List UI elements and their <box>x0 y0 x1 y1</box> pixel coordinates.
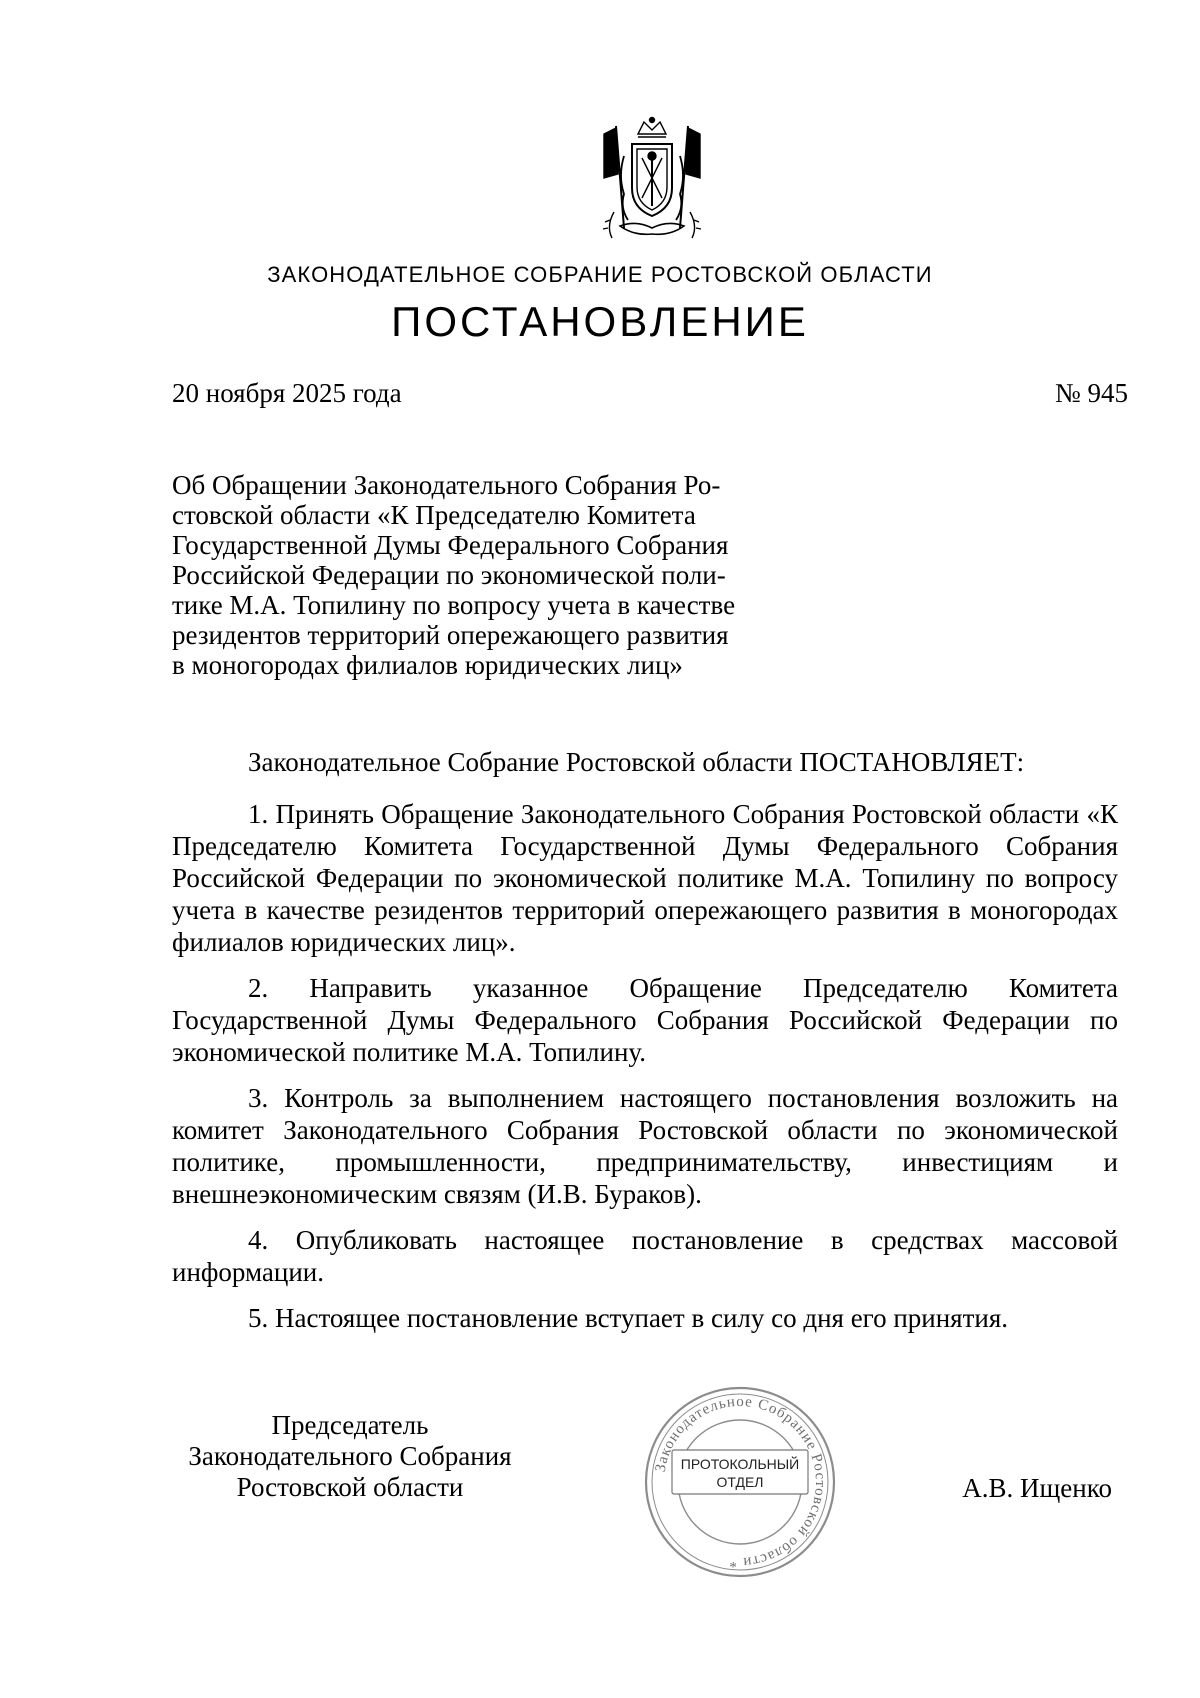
subject-line: в моногородах филиалов юридических лиц» <box>172 650 683 680</box>
resolution-item: 4. Опубликовать настоящее постановление в средствах массовой информации. <box>172 1225 1118 1287</box>
subject-line: Государственной Думы Федерального Собрания <box>172 530 729 560</box>
stamp-inner-line: ОТДЕЛ <box>716 1474 764 1490</box>
resolution-body <box>172 746 1118 1348</box>
stamp-inner-label <box>672 1455 808 1491</box>
stamp-ring-text: Законодательное Собрание Ростовской области * <box>652 1393 829 1571</box>
resolution-preamble: Законодательное Собрание Ростовской области ПОСТАНОВЛЯЕТ: <box>248 747 1025 777</box>
resolution-item: 1. Принять Обращение Законодательного Собрания Ростовской области «К Председателю Комитета Государственной Думы Федерального Собрания Российской Федерации по экономической политике М.А. Топилину по вопросу учета в качестве резидентов территорий опережающего развития в моногородах филиалов юридических лиц». <box>172 799 1118 957</box>
coat-of-arms-icon <box>594 116 710 244</box>
stamp-inner-line: ПРОТОКОЛЬНЫЙ <box>680 1456 800 1472</box>
document-number: № 945 <box>1054 378 1128 408</box>
signer-title <box>172 1410 528 1503</box>
resolution-item: 3. Контроль за выполнением настоящего постановления возложить на комитет Законодательного Собрания Ростовской области по экономической политике, промышленности, предпринимательству, инвестициям и внешнеэкономическим связям (И.В. Бураков). <box>172 1083 1118 1209</box>
document-subject <box>172 470 772 680</box>
subject-line: резидентов территорий опережающего развития <box>172 620 729 650</box>
subject-line: Об Обращении Законодательного Собрания Ро- <box>172 470 721 500</box>
signer-title-line: Ростовской области <box>236 1472 464 1502</box>
resolution-item: 2. Направить указанное Обращение Председателю Комитета Государственной Думы Федерального Собрания Российской Федерации по экономической политике М.А. Топилину. <box>172 973 1118 1067</box>
resolution-item: 5. Настоящее постановление вступает в силу со дня его принятия. <box>248 1303 1009 1333</box>
document-type-title: ПОСТАНОВЛЕНИЕ <box>391 298 809 345</box>
signer-title-line: Законодательного Собрания <box>188 1441 512 1471</box>
subject-line: Российской Федерации по экономической поли- <box>172 560 726 590</box>
document-date: 20 ноября 2025 года <box>172 378 402 408</box>
subject-line: тике М.А. Топилину по вопросу учета в качестве <box>172 590 736 620</box>
organization-name: ЗАКОНОДАТЕЛЬНОЕ СОБРАНИЕ РОСТОВСКОЙ ОБЛАСТИ <box>267 262 933 287</box>
signer-title-line: Председатель <box>271 1410 429 1440</box>
signer-name: А.В. Ищенко <box>962 1473 1112 1503</box>
subject-line: стовской области «К Председателю Комитета <box>172 500 696 530</box>
